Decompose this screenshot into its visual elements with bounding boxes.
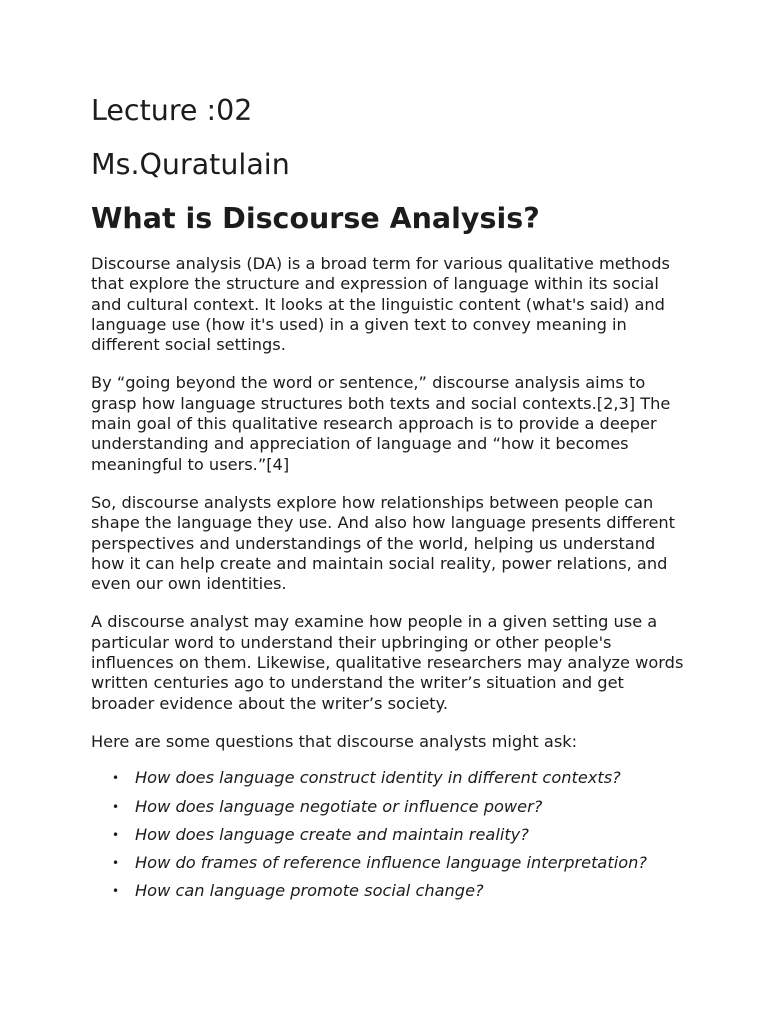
question-text: How does language construct identity in different contexts? [135, 768, 621, 788]
list-item [91, 825, 691, 845]
list-item [91, 768, 691, 788]
paragraph-definition: Discourse analysis (DA) is a broad term for various qualitative methods that explore the structure and expression of language within its social and cultural context. It looks at the linguistic content (what's said) and language use (how it's used) in a given text to convey meaning in different social settings. [91, 254, 670, 355]
list-item [91, 797, 691, 817]
list-item [91, 881, 691, 901]
bullet-icon: • [112, 799, 120, 814]
list-item [91, 853, 691, 873]
bullet-icon: • [112, 771, 120, 786]
question-text: How does language create and maintain reality? [135, 824, 529, 844]
bullet-icon: • [112, 827, 120, 842]
page-title: What is Discourse Analysis? [91, 202, 540, 235]
bullet-icon: • [112, 856, 120, 871]
question-text: How can language promote social change? [135, 881, 484, 901]
lecture-number: Lecture :02 [91, 94, 253, 127]
questions-list [91, 768, 691, 901]
bullet-icon: • [112, 884, 120, 899]
paragraph-questions-intro: Here are some questions that discourse analysts might ask: [91, 731, 578, 751]
paragraph-goal: By “going beyond the word or sentence,” discourse analysis aims to grasp how language structures both texts and social contexts.[2,3] The main goal of this qualitative research approach is to provide a deeper understanding and appreciation of language and “how it becomes meaningful to users.”[4] [91, 373, 671, 474]
paragraph-relationships: So, discourse analysts explore how relationships between people can shape the language they use. And also how language presents different perspectives and understandings of the world, helping us understand how it can help create and maintain social reality, power relations, and even our own identities. [91, 492, 676, 594]
paragraph-examples: A discourse analyst may examine how people in a given setting use a particular word to understand their upbringing or other people's influences on them. Likewise, qualitative researchers may analyze words written centuries ago to understand the writer’s situation and get broader evidence about the writer’s society. [91, 612, 684, 713]
question-text: How does language negotiate or influence power? [135, 796, 543, 816]
author-name: Ms.Quratulain [91, 148, 290, 181]
question-text: How do frames of reference influence language interpretation? [135, 853, 647, 873]
document-page [91, 93, 691, 910]
